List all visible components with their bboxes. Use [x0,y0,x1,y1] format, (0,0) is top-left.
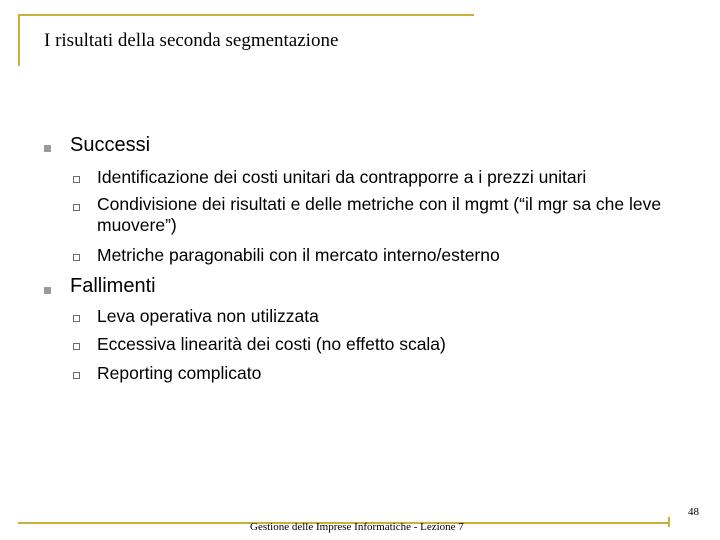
checkbox-bullet-icon [72,203,81,212]
checkbox-bullet-icon [72,253,81,262]
list-item: Eccessiva linearità dei costi (no effetto scala) [97,334,446,354]
section-heading-fallimenti: Fallimenti [70,275,156,297]
list-item: Metriche paragonabili con il mercato interno/esterno [97,245,500,265]
title-frame-top-line [18,14,474,16]
title-frame-left-line [18,14,20,66]
checkbox-bullet-icon [72,342,81,351]
page-number: 48 [688,506,699,518]
square-bullet-icon [44,145,51,152]
list-item: Reporting complicato [97,363,262,383]
checkbox-bullet-icon [72,175,81,184]
list-item: Identificazione dei costi unitari da contrapporre a i prezzi unitari [97,167,587,187]
square-bullet-icon [44,287,51,294]
footer-line-tick [668,517,670,527]
list-item: Leva operativa non utilizzata [97,306,319,326]
list-item: Condivisione dei risultati e delle metriche con il mgmt (“il mgr sa che leve muovere”) [97,194,662,235]
slide-title: I risultati della seconda segmentazione [44,30,339,51]
checkbox-bullet-icon [72,371,81,380]
section-heading-successi: Successi [70,134,151,156]
footer-text: Gestione delle Imprese Informatiche - Lezione 7 [250,521,464,533]
checkbox-bullet-icon [72,314,81,323]
